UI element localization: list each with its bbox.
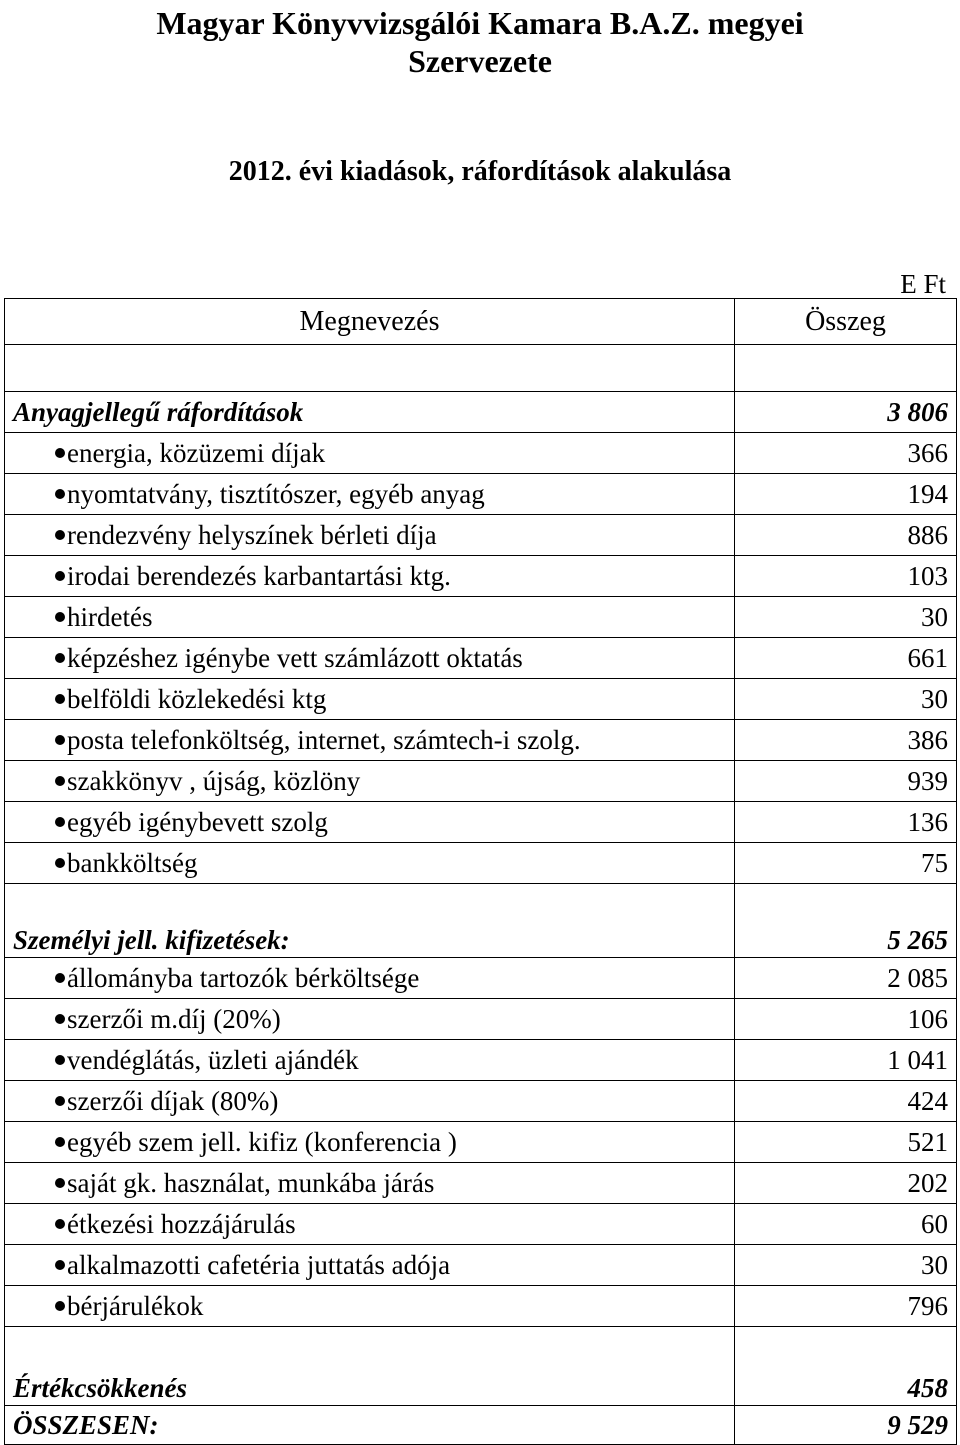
- item-cell: [5, 720, 735, 761]
- table-row: [5, 1040, 957, 1081]
- blank-row: [5, 345, 957, 392]
- item-label: vendéglátás, üzleti ajándék: [67, 1045, 359, 1075]
- item-amount: 103: [735, 556, 957, 597]
- category-row-depreciation: [5, 1327, 957, 1406]
- category-label: Személyi jell. kifizetések:: [5, 884, 735, 958]
- currency-unit: E Ft: [900, 269, 946, 299]
- bullet-icon: [55, 776, 65, 786]
- table-row: [5, 638, 957, 679]
- bullet-icon: [55, 448, 65, 458]
- org-title-line1: Magyar Könyvvizsgálói Kamara B.A.Z. megyei: [156, 5, 804, 41]
- item-cell: [5, 843, 735, 884]
- bullet-icon: [55, 1014, 65, 1024]
- item-amount: 386: [735, 720, 957, 761]
- item-cell: [5, 556, 735, 597]
- bullet-icon: [55, 858, 65, 868]
- column-header-name: Megnevezés: [5, 299, 735, 345]
- table-row: [5, 958, 957, 999]
- item-label: szakkönyv , újság, közlöny: [67, 766, 361, 796]
- item-cell: [5, 1122, 735, 1163]
- item-label: szerzői m.díj (20%): [67, 1004, 281, 1034]
- bullet-icon: [55, 1301, 65, 1311]
- bullet-icon: [55, 1096, 65, 1106]
- item-label: szerzői díjak (80%): [67, 1086, 279, 1116]
- item-amount: 75: [735, 843, 957, 884]
- item-amount: 30: [735, 1245, 957, 1286]
- category-amount: 5 265: [735, 884, 957, 958]
- item-cell: [5, 638, 735, 679]
- category-row-personal: [5, 884, 957, 958]
- item-cell: [5, 1245, 735, 1286]
- bullet-icon: [55, 1178, 65, 1188]
- table-row: [5, 1122, 957, 1163]
- item-label: egyéb szem jell. kifiz (konferencia ): [67, 1127, 457, 1157]
- item-amount: 424: [735, 1081, 957, 1122]
- item-label: belföldi közlekedési ktg: [67, 684, 327, 714]
- org-title-line2: Szervezete: [408, 43, 552, 79]
- table-row: [5, 433, 957, 474]
- item-label: irodai berendezés karbantartási ktg.: [67, 561, 451, 591]
- item-amount: 939: [735, 761, 957, 802]
- bullet-icon: [55, 1137, 65, 1147]
- item-label: étkezési hozzájárulás: [67, 1209, 296, 1239]
- item-cell: [5, 1163, 735, 1204]
- item-amount: 202: [735, 1163, 957, 1204]
- total-amount: 9 529: [735, 1406, 957, 1445]
- item-label: saját gk. használat, munkába járás: [67, 1168, 435, 1198]
- item-label: posta telefonköltség, internet, számtech-i szolg.: [67, 725, 581, 755]
- table-row: [5, 515, 957, 556]
- table-row: [5, 720, 957, 761]
- bullet-icon: [55, 1055, 65, 1065]
- total-label: ÖSSZESEN:: [5, 1406, 735, 1445]
- table-row: [5, 597, 957, 638]
- item-amount: 30: [735, 597, 957, 638]
- item-label: alkalmazotti cafetéria juttatás adója: [67, 1250, 451, 1280]
- table-header-row: [5, 299, 957, 345]
- personal-items: [5, 958, 957, 1327]
- total-row: [5, 1406, 957, 1445]
- table-row: [5, 1163, 957, 1204]
- item-amount: 136: [735, 802, 957, 843]
- item-label: hirdetés: [67, 602, 153, 632]
- category-amount: 458: [735, 1327, 957, 1406]
- bullet-icon: [55, 1260, 65, 1270]
- item-amount: 106: [735, 999, 957, 1040]
- item-amount: 1 041: [735, 1040, 957, 1081]
- table-row: [5, 474, 957, 515]
- table-row: [5, 1286, 957, 1327]
- category-label: Anyagjellegű ráfordítások: [5, 392, 735, 433]
- table-row: [5, 1245, 957, 1286]
- item-amount: 796: [735, 1286, 957, 1327]
- item-amount: 30: [735, 679, 957, 720]
- item-cell: [5, 761, 735, 802]
- table-row: [5, 999, 957, 1040]
- item-amount: 661: [735, 638, 957, 679]
- table-row: [5, 1081, 957, 1122]
- category-label: Értékcsökkenés: [5, 1327, 735, 1406]
- item-cell: [5, 433, 735, 474]
- item-cell: [5, 1286, 735, 1327]
- item-cell: [5, 999, 735, 1040]
- bullet-icon: [55, 973, 65, 983]
- item-label: képzéshez igénybe vett számlázott oktatás: [67, 643, 523, 673]
- material-items: [5, 433, 957, 884]
- item-label: bankköltség: [67, 848, 198, 878]
- item-amount: 521: [735, 1122, 957, 1163]
- item-label: rendezvény helyszínek bérleti díja: [67, 520, 437, 550]
- category-row-material: [5, 392, 957, 433]
- document-subtitle: 2012. évi kiadások, ráfordítások alakulása: [228, 156, 732, 187]
- item-amount: 60: [735, 1204, 957, 1245]
- bullet-icon: [55, 612, 65, 622]
- bullet-icon: [55, 530, 65, 540]
- item-cell: [5, 958, 735, 999]
- bullet-icon: [55, 1219, 65, 1229]
- table-row: [5, 843, 957, 884]
- column-header-amount: Összeg: [735, 299, 957, 345]
- item-amount: 194: [735, 474, 957, 515]
- item-cell: [5, 597, 735, 638]
- item-cell: [5, 1040, 735, 1081]
- category-amount: 3 806: [735, 392, 957, 433]
- table-row: [5, 761, 957, 802]
- item-cell: [5, 1081, 735, 1122]
- bullet-icon: [55, 694, 65, 704]
- item-amount: 886: [735, 515, 957, 556]
- bullet-icon: [55, 571, 65, 581]
- bullet-icon: [55, 653, 65, 663]
- item-cell: [5, 515, 735, 556]
- table-row: [5, 556, 957, 597]
- item-cell: [5, 1204, 735, 1245]
- expenses-table: [4, 298, 957, 1445]
- item-label: állományba tartozók bérköltsége: [67, 963, 420, 993]
- table-row: [5, 802, 957, 843]
- item-cell: [5, 679, 735, 720]
- item-cell: [5, 474, 735, 515]
- item-amount: 2 085: [735, 958, 957, 999]
- organization-title: [0, 0, 960, 80]
- item-label: nyomtatvány, tisztítószer, egyéb anyag: [67, 479, 485, 509]
- item-label: bérjárulékok: [67, 1291, 204, 1321]
- item-label: energia, közüzemi díjak: [67, 438, 326, 468]
- item-label: egyéb igénybevett szolg: [67, 807, 328, 837]
- table-row: [5, 679, 957, 720]
- bullet-icon: [55, 489, 65, 499]
- item-amount: 366: [735, 433, 957, 474]
- bullet-icon: [55, 817, 65, 827]
- table-row: [5, 1204, 957, 1245]
- bullet-icon: [55, 735, 65, 745]
- item-cell: [5, 802, 735, 843]
